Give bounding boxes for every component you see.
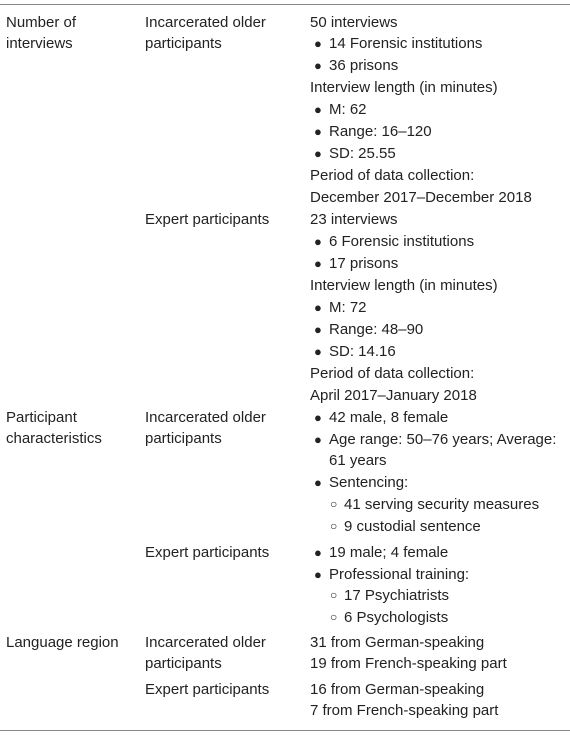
detail-text: Range: 16–120 [329,123,432,140]
detail-text: 6 Psychologists [344,609,449,626]
detail-text: December 2017–December 2018 [310,189,532,206]
detail-text: 41 serving security measures [344,496,540,513]
group-label: Incarcerated older [145,14,266,31]
group-label: participants [145,655,222,672]
detail-text: Period of data collection: [310,167,475,184]
circle-bullet-icon: ○ [330,610,338,624]
bullet-icon: ● [314,545,322,560]
detail-text: 36 prisons [329,57,399,74]
bullet-icon: ● [314,256,322,271]
detail-text: 19 from French-speaking part [310,655,507,672]
category-label: characteristics [6,430,102,447]
detail-text: 14 Forensic institutions [329,35,483,52]
detail-text: 23 interviews [310,211,398,228]
group-label: participants [145,35,222,52]
bullet-icon: ● [314,146,322,161]
detail-text: 17 prisons [329,255,399,272]
circle-bullet-icon: ○ [330,588,338,602]
bullet-icon: ● [314,567,322,582]
detail-text: Period of data collection: [310,365,475,382]
detail-text: Sentencing: [329,474,409,491]
group-label: Expert participants [145,544,270,561]
bottom-rule [0,730,570,731]
detail-text: M: 62 [329,101,367,118]
group-label: participants [145,430,222,447]
detail-text: Professional training: [329,566,470,583]
circle-bullet-icon: ○ [330,519,338,533]
bullet-icon: ● [314,300,322,315]
detail-text: 17 Psychiatrists [344,587,450,604]
detail-text: 61 years [329,452,387,469]
bullet-icon: ● [314,58,322,73]
group-label: Incarcerated older [145,409,266,426]
top-rule [0,4,570,5]
detail-text: Range: 48–90 [329,321,424,338]
group-label: Expert participants [145,681,270,698]
category-label: interviews [6,35,73,52]
detail-text: Interview length (in minutes) [310,79,498,96]
detail-text: 42 male, 8 female [329,409,449,426]
detail-text: 19 male; 4 female [329,544,449,561]
bullet-icon: ● [314,322,322,337]
bullet-icon: ● [314,102,322,117]
bullet-icon: ● [314,344,322,359]
detail-text: Interview length (in minutes) [310,277,498,294]
circle-bullet-icon: ○ [330,497,338,511]
detail-text: SD: 14.16 [329,343,396,360]
detail-text: 31 from German-speaking [310,634,485,651]
group-label: Incarcerated older [145,634,266,651]
detail-text: April 2017–January 2018 [310,387,477,404]
category-label: Number of [6,14,77,31]
detail-text: 7 from French-speaking part [310,702,499,719]
bullet-icon: ● [314,234,322,249]
detail-text: 50 interviews [310,14,398,31]
bullet-icon: ● [314,475,322,490]
category-label: Language region [6,634,119,651]
group-label: Expert participants [145,211,270,228]
category-label: Participant [6,409,77,426]
bullet-icon: ● [314,410,322,425]
detail-text: 16 from German-speaking [310,681,485,698]
detail-text: M: 72 [329,299,367,316]
bullet-icon: ● [314,36,322,51]
detail-text: 6 Forensic institutions [329,233,475,250]
bullet-icon: ● [314,124,322,139]
detail-text: SD: 25.55 [329,145,396,162]
detail-text: Age range: 50–76 years; Average: [329,431,557,448]
detail-text: 9 custodial sentence [344,518,481,535]
bullet-icon: ● [314,432,322,447]
